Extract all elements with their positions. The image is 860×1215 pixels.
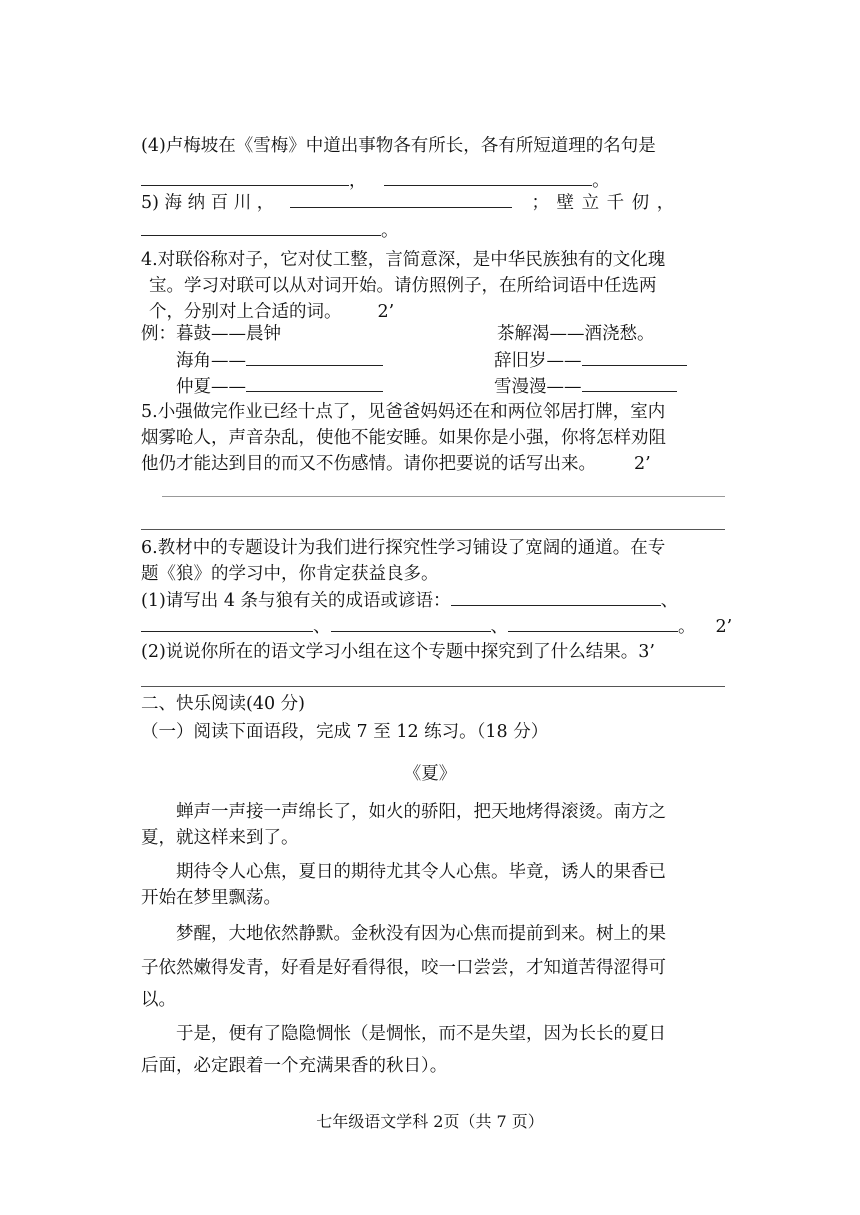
- q3-item5-line: 5) 海 纳 百 川 ， ； 壁 立 千 仞 ，: [141, 190, 675, 215]
- page-footer: 七年级语文学科 2页（共 7 页）: [316, 1112, 544, 1131]
- q4-pair-3: 仲夏——: [176, 374, 383, 399]
- passage-title: 《夏》: [403, 764, 457, 784]
- passage-p4-l1: 于是，便有了隐隐惆怅（是惆怅，而不是失望，因为长长的夏日: [176, 1024, 666, 1044]
- passage-p3-l3: 以。: [141, 990, 176, 1010]
- q4-pair-2: 辞旧岁——: [494, 348, 687, 373]
- answer-blank[interactable]: [384, 168, 592, 186]
- answer-blank[interactable]: [290, 190, 512, 208]
- q4-example-right: 茶解渴——酒浇愁。: [497, 324, 655, 344]
- answer-blank[interactable]: [331, 614, 491, 632]
- answer-blank[interactable]: [141, 168, 349, 186]
- q3-item4-text: (4)卢梅坡在《雪梅》中道出事物各有所长，各有所短道理的名句是: [141, 136, 656, 156]
- section2-heading: 二、快乐阅读(40 分): [141, 694, 305, 714]
- q3-item5-answer-line: 。: [141, 218, 399, 243]
- passage-p4-l2: 后面，必定跟着一个充满果香的秋日）。: [141, 1056, 448, 1076]
- q6-sub1-answers: 、 、 。 2’: [141, 614, 732, 639]
- q4-line1: 4.对联俗称对子，它对仗工整，言简意深，是中华民族独有的文化瑰: [141, 250, 666, 270]
- q4-example-left: 例：暮鼓——晨钟: [141, 324, 281, 344]
- q5-answer-line[interactable]: [141, 529, 725, 530]
- answer-blank[interactable]: [508, 614, 678, 632]
- q3-item4-answer-line: ， 。: [141, 168, 610, 193]
- q6-answer-line[interactable]: [141, 686, 725, 687]
- answer-blank[interactable]: [246, 374, 383, 392]
- passage-p3-l1: 梦醒，大地依然静默。金秋没有因为心焦而提前到来。树上的果: [176, 924, 666, 944]
- q6-line2: 题《狼》的学习中，你肯定获益良多。: [141, 564, 439, 584]
- answer-blank[interactable]: [582, 374, 677, 392]
- q6-sub1: (1)请写出 4 条与狼有关的成语或谚语： 、: [141, 588, 678, 613]
- passage-p1-l1: 蝉声一声接一声绵长了，如火的骄阳，把天地烤得滚烫。南方之: [176, 802, 666, 822]
- q6-sub2: (2)说说你所在的语文学习小组在这个专题中探究到了什么结果。3’: [141, 642, 655, 662]
- q5-line3: 他仍才能达到目的而又不伤感情。请你把要说的话写出来。 2’: [141, 454, 651, 474]
- passage-p2-l2: 开始在梦里飘荡。: [141, 888, 281, 908]
- q6-line1: 6.教材中的专题设计为我们进行探究性学习铺设了宽阔的通道。在专: [141, 538, 666, 558]
- q5-answer-line[interactable]: [162, 496, 725, 497]
- answer-blank[interactable]: [141, 218, 381, 236]
- q5-line2: 烟雾呛人，声音杂乱，使他不能安睡。如果你是小强，你将怎样劝阻: [141, 428, 666, 448]
- q4-pair-1: 海角——: [176, 348, 383, 373]
- passage-p3-l2: 子依然嫩得发青，好看是好看得很，咬一口尝尝，才知道苦得涩得可: [141, 958, 666, 978]
- passage-p2-l1: 期待令人心焦，夏日的期待尤其令人心焦。毕竟，诱人的果香已: [176, 862, 666, 882]
- q4-pair-4: 雪漫漫——: [494, 374, 677, 399]
- q5-line1: 5.小强做完作业已经十点了，见爸爸妈妈还在和两位邻居打牌，室内: [141, 402, 666, 422]
- q4-line3: 个，分别对上合适的词。 2’: [149, 302, 395, 322]
- answer-blank[interactable]: [141, 614, 313, 632]
- passage-p1-l2: 夏，就这样来到了。: [141, 828, 299, 848]
- answer-blank[interactable]: [246, 348, 383, 366]
- section2-part1: （一）阅读下面语段，完成 7 至 12 练习。（18 分）: [141, 722, 549, 742]
- q4-line2: 宝。学习对联可以从对词开始。请仿照例子，在所给词语中任选两: [149, 276, 657, 296]
- answer-blank[interactable]: [451, 588, 661, 606]
- answer-blank[interactable]: [582, 348, 687, 366]
